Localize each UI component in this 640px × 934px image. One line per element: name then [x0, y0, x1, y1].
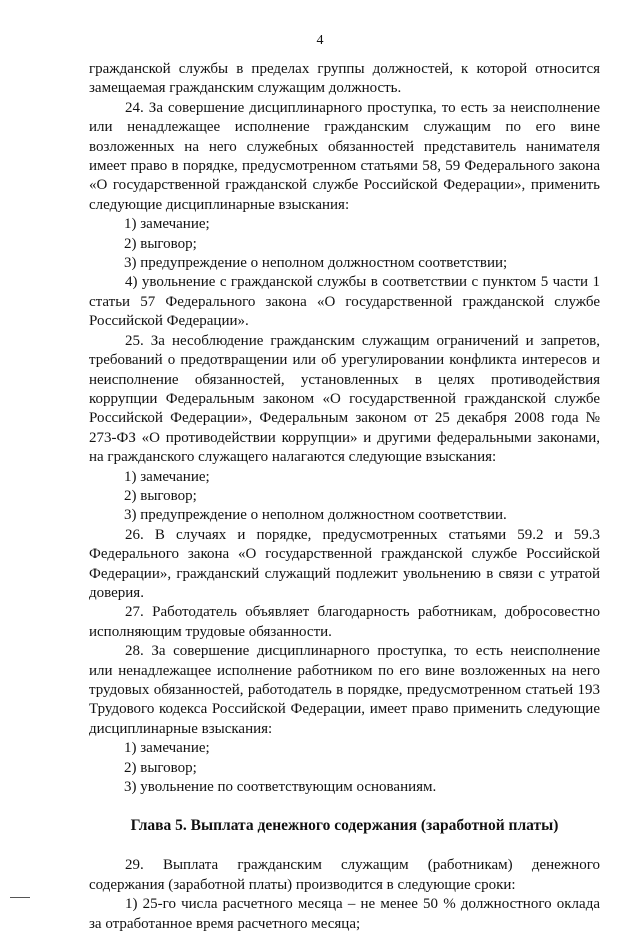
list-item: 1) замечание; [124, 468, 210, 485]
paragraph: 25. За несоблюдение гражданским служащим ограничений и запретов, требований о предотвращении или об урегулировании конфликта интересов и неисполнение обязанностей, установленных в целях противодействия коррупции Федеральным законом «О государственной гражданской службе Российской Федерации», Федеральным законом от 25 декабря 2008 года № 273-ФЗ «О противодействии коррупции» и другими федеральными законами, на гражданского служащего налагаются следующие взыскания: [89, 332, 600, 466]
paragraph: 1) 25-го числа расчетного месяца – не менее 50 % должностного оклада за отработанное время расчетного месяца; [89, 896, 600, 932]
paragraphs-after-heading [89, 856, 600, 934]
scan-corner-mark [10, 897, 30, 898]
paragraphs-before-heading [89, 60, 600, 797]
list-item: 3) увольнение по соответствующим основаниям. [124, 779, 437, 796]
document-body [89, 60, 600, 934]
list-item: 2) выговор; [124, 759, 197, 776]
list-item: 2) выговор; [124, 235, 197, 252]
list-item: 1) замечание; [124, 216, 210, 233]
chapter-heading: Глава 5. Выплата денежного содержания (заработной платы) [130, 817, 559, 835]
paragraph: 4) увольнение с гражданской службы в соответствии с пунктом 5 части 1 статьи 57 Федерального закона «О государственной гражданской службе Российской Федерации». [89, 274, 600, 330]
list-item: 3) предупреждение о неполном должностном соответствии. [124, 507, 507, 524]
paragraph: 27. Работодатель объявляет благодарность работникам, добросовестно исполняющим трудовые обязанности. [89, 604, 600, 640]
list-item: 1) замечание; [124, 740, 210, 757]
paragraph: 28. За совершение дисциплинарного проступка, то есть неисполнение или ненадлежащее исполнение работником по его вине возложенных на него трудовых обязанностей, работодатель в порядке, предусмотренном статьей 193 Трудового кодекса Российской Федерации, имеет право применить следующие дисциплинарные взыскания: [89, 643, 600, 737]
paragraph: 24. За совершение дисциплинарного проступка, то есть за неисполнение или ненадлежащее исполнение гражданским служащим по его вине возложенных на него служебных обязанностей представитель нанимателя имеет право в порядке, предусмотренном статьями 58, 59 Федерального закона «О государственной гражданской службе Российской Федерации», применить следующие дисциплинарные взыскания: [89, 99, 600, 213]
list-item: 3) предупреждение о неполном должностном соответствии; [124, 255, 508, 272]
page-number: 4 [316, 33, 324, 48]
list-item: 2) выговор; [124, 487, 197, 504]
paragraph: 29. Выплата гражданским служащим (работникам) денежного содержания (заработной платы) производится в следующие сроки: [89, 857, 600, 893]
paragraph: 26. В случаях и порядке, предусмотренных статьями 59.2 и 59.3 Федерального закона «О государственной гражданской службе Российской Федерации», гражданский служащий подлежит увольнению в связи с утратой доверия. [89, 526, 600, 601]
paragraph: гражданской службы в пределах группы должностей, к которой относится замещаемая гражданским служащим должность. [89, 61, 600, 97]
